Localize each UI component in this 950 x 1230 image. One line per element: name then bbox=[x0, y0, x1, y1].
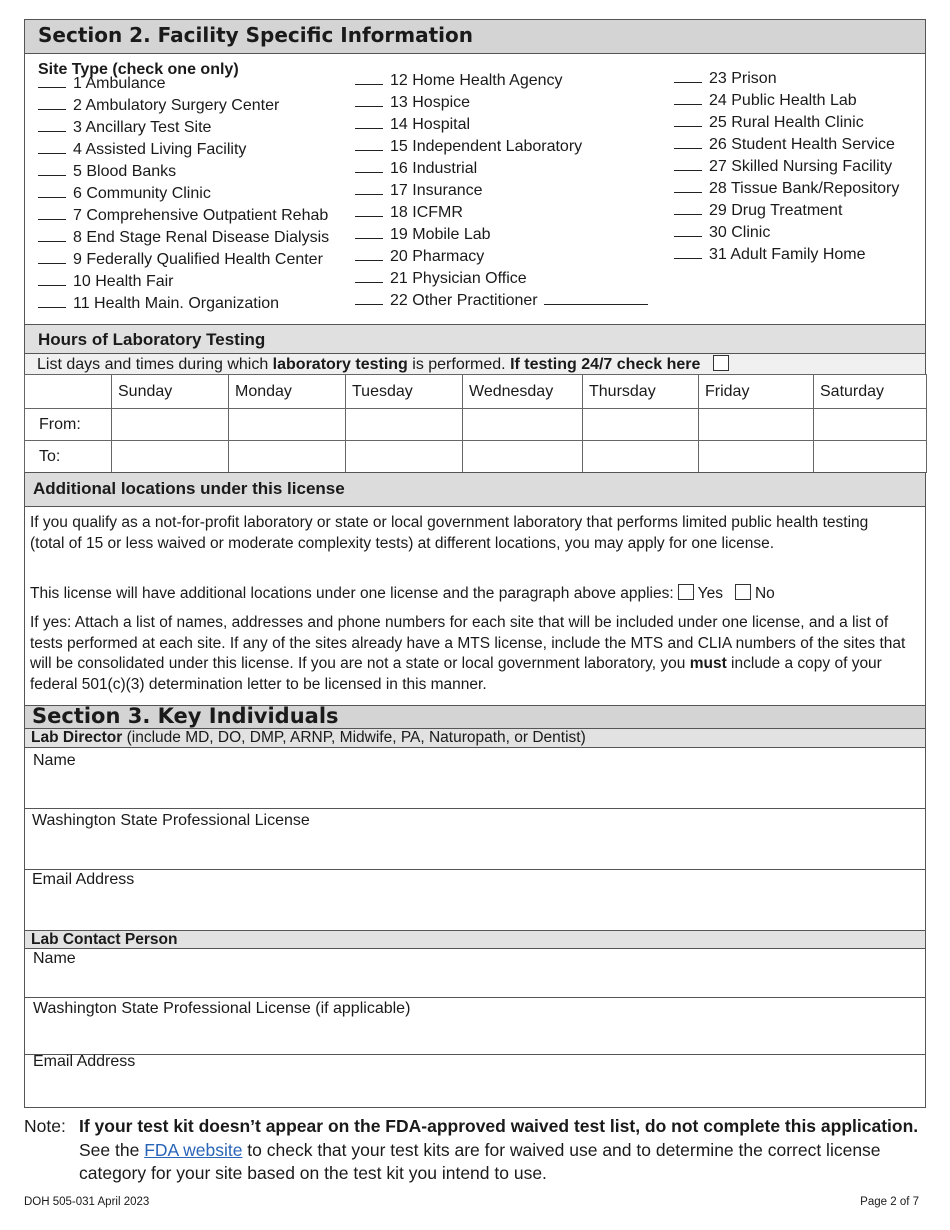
note-label: Note: bbox=[24, 1116, 66, 1136]
site-type-item bbox=[355, 70, 648, 92]
contact-email-label: Email Address bbox=[33, 1053, 136, 1070]
additional-para-2: This license will have additional locations under one license and the paragraph above applies: Yes No bbox=[30, 585, 775, 602]
contact-name-field[interactable] bbox=[24, 948, 926, 998]
form-id: DOH 505-031 April 2023 bbox=[24, 1196, 150, 1208]
from-label: From: bbox=[25, 409, 112, 441]
site-type-label: 6 Community Clinic bbox=[73, 185, 211, 202]
site-type-item bbox=[355, 290, 648, 312]
site-type-label: 23 Prison bbox=[709, 70, 777, 87]
other-practitioner-blank[interactable] bbox=[544, 290, 648, 305]
hours-instruction: List days and times during which laboratory testing is performed. If testing 24/7 check here bbox=[37, 355, 733, 374]
to-friday-input[interactable] bbox=[699, 441, 814, 473]
site-type-item bbox=[355, 246, 648, 268]
day-saturday: Saturday bbox=[814, 375, 927, 409]
site-type-blank[interactable] bbox=[355, 70, 383, 85]
site-type-label: 12 Home Health Agency bbox=[390, 72, 563, 89]
site-type-blank[interactable] bbox=[355, 268, 383, 283]
to-label: To: bbox=[25, 441, 112, 473]
to-saturday-input[interactable] bbox=[814, 441, 927, 473]
site-type-item bbox=[674, 178, 899, 200]
site-type-blank[interactable] bbox=[674, 178, 702, 193]
site-type-blank[interactable] bbox=[38, 271, 66, 286]
director-license-field[interactable] bbox=[24, 808, 926, 870]
contact-license-label: Washington State Professional License (if applicable) bbox=[33, 1000, 411, 1017]
day-wednesday: Wednesday bbox=[463, 375, 583, 409]
days-row bbox=[25, 375, 927, 409]
director-email-field[interactable] bbox=[24, 869, 926, 931]
site-type-label: 19 Mobile Lab bbox=[390, 226, 491, 243]
additional-para-1: If you qualify as a not-for-profit laboratory or state or local government laboratory that performs limited public health testing (total of 15 or less waived or moderate complexity tests) at different locations, you may apply for one license. bbox=[30, 514, 869, 552]
director-name-label: Name bbox=[33, 752, 76, 769]
site-type-item bbox=[38, 205, 329, 227]
site-type-label: 9 Federally Qualified Health Center bbox=[73, 251, 323, 268]
day-friday: Friday bbox=[699, 375, 814, 409]
site-type-blank[interactable] bbox=[38, 139, 66, 154]
director-license-label: Washington State Professional License bbox=[32, 812, 310, 829]
site-type-blank[interactable] bbox=[674, 156, 702, 171]
site-type-label: 22 Other Practitioner bbox=[390, 292, 538, 309]
site-type-blank[interactable] bbox=[674, 222, 702, 237]
site-type-item bbox=[674, 112, 899, 134]
site-type-label: 29 Drug Treatment bbox=[709, 202, 843, 219]
site-type-item bbox=[674, 244, 899, 266]
from-thursday-input[interactable] bbox=[583, 409, 699, 441]
site-type-blank[interactable] bbox=[355, 202, 383, 217]
hours-table bbox=[24, 374, 927, 473]
site-type-label: 15 Independent Laboratory bbox=[390, 138, 583, 155]
site-type-blank[interactable] bbox=[355, 224, 383, 239]
site-type-item bbox=[355, 158, 648, 180]
site-type-blank[interactable] bbox=[674, 90, 702, 105]
section3-title: Section 3. Key Individuals bbox=[32, 704, 339, 728]
from-wednesday-input[interactable] bbox=[463, 409, 583, 441]
site-type-label: 3 Ancillary Test Site bbox=[73, 119, 212, 136]
site-type-blank[interactable] bbox=[674, 134, 702, 149]
site-type-label: 28 Tissue Bank/Repository bbox=[709, 180, 900, 197]
site-type-label: 17 Insurance bbox=[390, 182, 483, 199]
site-type-label: 1 Ambulance bbox=[73, 75, 166, 92]
from-saturday-input[interactable] bbox=[814, 409, 927, 441]
from-monday-input[interactable] bbox=[229, 409, 346, 441]
site-type-item bbox=[355, 268, 648, 290]
day-sunday: Sunday bbox=[112, 375, 229, 409]
no-checkbox[interactable] bbox=[735, 584, 751, 600]
site-type-label: 8 End Stage Renal Disease Dialysis bbox=[73, 229, 330, 246]
site-type-label: 10 Health Fair bbox=[73, 273, 174, 290]
site-type-item bbox=[674, 90, 899, 112]
site-type-item bbox=[674, 156, 899, 178]
site-type-item bbox=[674, 134, 899, 156]
from-tuesday-input[interactable] bbox=[346, 409, 463, 441]
testing-24-7-checkbox[interactable] bbox=[713, 355, 729, 371]
site-type-column-2 bbox=[355, 70, 648, 312]
day-monday: Monday bbox=[229, 375, 346, 409]
from-row bbox=[25, 409, 927, 441]
site-type-label: 2 Ambulatory Surgery Center bbox=[73, 97, 280, 114]
site-type-item bbox=[355, 136, 648, 158]
site-type-item bbox=[38, 95, 329, 117]
site-type-item bbox=[355, 114, 648, 136]
site-type-blank[interactable] bbox=[355, 180, 383, 195]
site-type-blank[interactable] bbox=[38, 293, 66, 308]
site-type-blank[interactable] bbox=[38, 205, 66, 220]
day-tuesday: Tuesday bbox=[346, 375, 463, 409]
additional-para-3: If yes: Attach a list of names, addresses and phone numbers for each site that will be included under one license, and a list of tests performed at each site. If any of the sites already have a MTS license, include the MTS and CLIA numbers of the sites that will be consolidated under this license. If you are not a state or local government laboratory, you must include a copy of your federal 501(c)(3) determination letter to be licensed in this manner. bbox=[30, 614, 906, 693]
hours-title: Hours of Laboratory Testing bbox=[38, 330, 266, 349]
site-type-label: 18 ICFMR bbox=[390, 204, 463, 221]
to-sunday-input[interactable] bbox=[112, 441, 229, 473]
site-type-label: 30 Clinic bbox=[709, 224, 771, 241]
site-type-blank[interactable] bbox=[674, 68, 702, 83]
site-type-blank[interactable] bbox=[674, 200, 702, 215]
site-type-blank[interactable] bbox=[674, 244, 702, 259]
section2-title: Section 2. Facility Specific Information bbox=[38, 23, 473, 47]
site-type-item bbox=[674, 222, 899, 244]
day-thursday: Thursday bbox=[583, 375, 699, 409]
site-type-label: 16 Industrial bbox=[390, 160, 478, 177]
site-type-label: 11 Health Main. Organization bbox=[73, 295, 280, 312]
page-number: Page 2 of 7 bbox=[860, 1196, 919, 1208]
site-type-label: 4 Assisted Living Facility bbox=[73, 141, 247, 158]
site-type-label: 21 Physician Office bbox=[390, 270, 527, 287]
site-type-blank[interactable] bbox=[355, 136, 383, 151]
additional-title: Additional locations under this license bbox=[33, 479, 345, 498]
site-type-label: 20 Pharmacy bbox=[390, 248, 485, 265]
site-type-label: 5 Blood Banks bbox=[73, 163, 177, 180]
site-type-label: 7 Comprehensive Outpatient Rehab bbox=[73, 207, 329, 224]
site-type-item bbox=[38, 183, 329, 205]
site-type-blank[interactable] bbox=[38, 227, 66, 242]
site-type-blank[interactable] bbox=[355, 114, 383, 129]
site-type-blank[interactable] bbox=[355, 246, 383, 261]
lab-contact-bar: Lab Contact Person bbox=[24, 930, 926, 949]
to-thursday-input[interactable] bbox=[583, 441, 699, 473]
site-type-item bbox=[355, 180, 648, 202]
to-row bbox=[25, 441, 927, 473]
to-tuesday-input[interactable] bbox=[346, 441, 463, 473]
lab-director-bar: Lab Director (include MD, DO, DMP, ARNP, Midwife, PA, Naturopath, or Dentist) bbox=[24, 728, 926, 748]
site-type-label: 13 Hospice bbox=[390, 94, 471, 111]
site-type-item bbox=[674, 68, 899, 90]
to-monday-input[interactable] bbox=[229, 441, 346, 473]
to-wednesday-input[interactable] bbox=[463, 441, 583, 473]
site-type-label: Site Type (check one only) bbox=[38, 61, 239, 78]
contact-license-field[interactable] bbox=[24, 997, 926, 1055]
site-type-label: 24 Public Health Lab bbox=[709, 92, 857, 109]
note-text: If your test kit doesn’t appear on the FDA-approved waived test list, do not complete this application. See the FDA website to check that your test kits are for waived use and to determine the correct license category for your site based on the test kit you intend to use. bbox=[79, 1116, 919, 1183]
site-type-blank[interactable] bbox=[355, 290, 383, 305]
yes-checkbox[interactable] bbox=[678, 584, 694, 600]
site-type-blank[interactable] bbox=[38, 73, 66, 88]
site-type-label: 27 Skilled Nursing Facility bbox=[709, 158, 893, 175]
site-type-blank[interactable] bbox=[38, 183, 66, 198]
corner-cell bbox=[25, 375, 112, 409]
site-type-blank[interactable] bbox=[674, 112, 702, 127]
site-type-label: 26 Student Health Service bbox=[709, 136, 895, 153]
site-type-blank[interactable] bbox=[38, 95, 66, 110]
from-friday-input[interactable] bbox=[699, 409, 814, 441]
site-type-column-1 bbox=[38, 73, 329, 315]
site-type-label: 25 Rural Health Clinic bbox=[709, 114, 864, 131]
site-type-blank[interactable] bbox=[38, 117, 66, 132]
contact-name-label: Name bbox=[33, 950, 76, 967]
from-sunday-input[interactable] bbox=[112, 409, 229, 441]
site-type-item bbox=[38, 271, 329, 293]
site-type-item bbox=[674, 200, 899, 222]
site-type-item bbox=[38, 249, 329, 271]
director-name-field[interactable] bbox=[24, 747, 926, 809]
site-type-item bbox=[38, 293, 329, 315]
site-type-item bbox=[38, 117, 329, 139]
director-email-label: Email Address bbox=[32, 871, 135, 888]
contact-email-field[interactable] bbox=[24, 1054, 926, 1108]
site-type-label: 31 Adult Family Home bbox=[709, 246, 866, 263]
site-type-label: 14 Hospital bbox=[390, 116, 471, 133]
site-type-item bbox=[38, 161, 329, 183]
site-type-item bbox=[38, 139, 329, 161]
fda-website-link[interactable]: FDA website bbox=[144, 1139, 243, 1160]
site-type-item bbox=[38, 227, 329, 249]
site-type-column-3 bbox=[674, 68, 899, 266]
site-type-item bbox=[355, 224, 648, 246]
site-type-item bbox=[38, 73, 329, 95]
site-type-blank[interactable] bbox=[38, 249, 66, 264]
site-type-item bbox=[355, 202, 648, 224]
site-type-blank[interactable] bbox=[355, 158, 383, 173]
site-type-blank[interactable] bbox=[355, 92, 383, 107]
site-type-blank[interactable] bbox=[38, 161, 66, 176]
site-type-item bbox=[355, 92, 648, 114]
